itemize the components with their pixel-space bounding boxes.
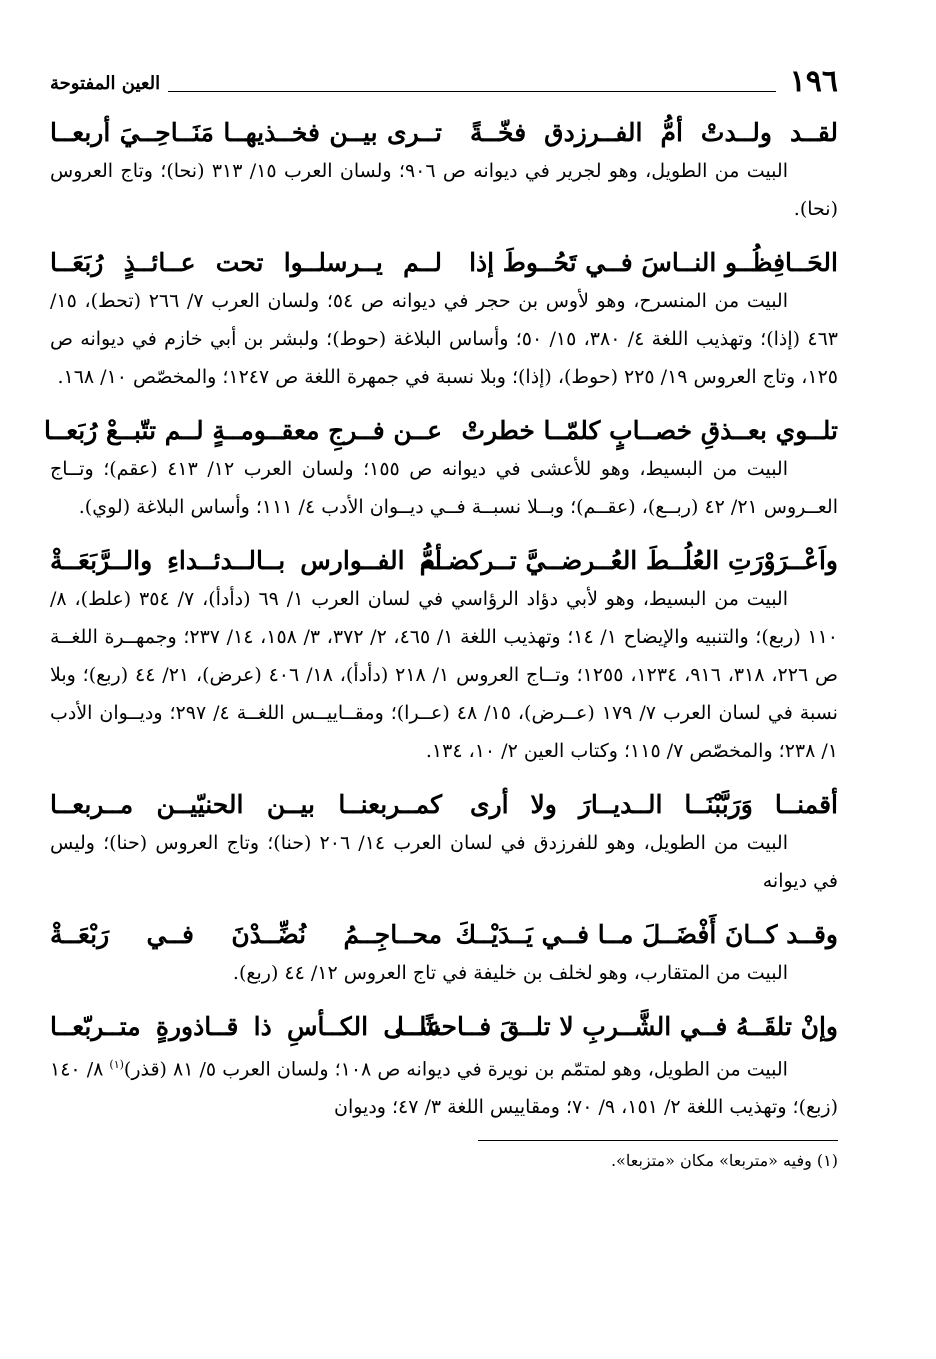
verse-second-hemistich: عــن فــرجِ معقــومــةٍ لــم تتّبــعْ رُبَعــا: [43, 416, 442, 445]
verse-line: [43, 414, 838, 448]
verse-first-hemistich: الحَــافِظُــو النــاسَ فــي تَحُــوطَ إذا: [469, 248, 838, 277]
verse-line: [50, 918, 838, 952]
verse-line: [50, 116, 838, 150]
verse-second-hemistich: كمــربعنــا بيــن الحنيّيــن مــربعــا: [50, 790, 442, 819]
verse-second-hemistich: علــى الكــأسِ ذا قــاذورةٍ متــربّعــا: [50, 1012, 442, 1041]
verse-second-hemistich: لــم يــرسلــوا تحت عــائــذٍ رُبَعَــا: [50, 248, 442, 277]
verse-note: البيت من المتقارب، وهو لخلف بن خليفة في تاج العروس ١٢/ ٤٤ (ربع).: [232, 962, 788, 984]
verse-note: البيت من الطويل، وهو لجرير في ديوانه ص ٩٠٦؛ ولسان العرب ١٥/ ٣١٣ (نحا)؛ وتاج العروس (نحا).: [50, 160, 838, 220]
verse-first-hemistich: أقمنــا وَرَبَّبْنَــا الــديــارَ ولا أرى: [470, 790, 838, 819]
page-header: [50, 62, 838, 98]
verse-second-hemistich: أمُّ الفــوارس بــالــدئــداءِ والــرَّبَعَــةْ: [50, 546, 442, 575]
verse-first-hemistich: تلــوي بعــذقِ خصــابٍ كلمّــا خطرتْ: [461, 416, 838, 445]
footnote-mark: (١): [109, 1058, 124, 1071]
verse-note: [50, 1046, 838, 1126]
verse-second-hemistich: تــرى بيــن فخــذيهــا مَنَــاحِــيَ أربعــا: [50, 118, 442, 147]
verse-note: البيت من المنسرح، وهو لأوس بن حجر في ديوانه ص ٥٤؛ ولسان العرب ٧/ ٢٦٦ (تحط)، ١٥/ ٤٦٣ (إذا)؛ وتهذيب اللغة ٤/ ٣٨٠، ١٥/ ٥٠؛ وأساس البلاغة (حوط)؛ ولبشر بن أبي خازم في ديوانه ص ١٢٥، وتاج العروس ١٩/ ٢٢٥ (حوط)، (إذا)؛ وبلا نسبة في جمهرة اللغة ص ١٢٤٧؛ والمخصّص ١٠/ ١٦٨.: [50, 290, 838, 388]
verse-line: [50, 544, 838, 578]
verse-line: [50, 1010, 838, 1044]
footnote-rule: [478, 1140, 838, 1141]
verse-first-hemistich: واَعْــرَوْرَتِ العُلُــطَ العُــرضــيَّ تــركضــه: [419, 546, 838, 575]
verse-note-text: البيت من الطويل، وهو لمتمّم بن نويرة في ديوانه ص ١٠٨؛ ولسان العرب ٥/ ٨١ (قذر): [123, 1058, 788, 1081]
verse-note: البيت من الطويل، وهو للفرزدق في لسان العرب ١٤/ ٢٠٦ (حنا)؛ وتاج العروس (حنا)؛ وليس في ديوانه: [50, 832, 838, 892]
page-number: ١٩٦: [789, 64, 838, 99]
header-rule: [168, 91, 776, 92]
verse-note: البيت من البسيط، وهو للأعشى في ديوانه ص ١٥٥؛ ولسان العرب ١٢/ ٤١٣ (عقم)؛ وتــاج العــروس ٢١/ ٤٢ (ربــع)، (عقــم)؛ وبــلا نسبــة فــي ديــوان الأدب ٤/ ١١١؛ وأساس البلاغة (لوي).: [50, 458, 838, 518]
verse-line: [50, 246, 838, 280]
verse-note-text: ٨/ ١٤٠ (زبع)؛ وتهذيب اللغة ٢/ ١٥١، ٩/ ٧٠؛ ومقاييس اللغة ٣/ ٤٧؛ وديوان: [50, 1058, 838, 1119]
running-title: العين المفتوحة: [50, 73, 161, 94]
verse-line: [50, 788, 838, 822]
verse-second-hemistich: محــاجِــمُ نُضِّــدْنَ فــي رَبْعَــةْ: [50, 920, 442, 949]
verse-first-hemistich: لقــد ولــدتْ أمُّ الفــرزدق فخّــةً: [470, 118, 838, 147]
book-page: [43, 62, 839, 1175]
footnote: (١) وفيه «متربعا» مكان «متزبعا».: [610, 1151, 838, 1171]
verse-note: البيت من البسيط، وهو لأبي دؤاد الرؤاسي في لسان العرب ١/ ٦٩ (دأدأ)، ٧/ ٣٥٤ (علط)، ٨/ ١١٠ (ربع)؛ والتنبيه والإيضاح ١/ ١٤؛ وتهذيب اللغة ١/ ٤٦٥، ٢/ ٣٧٢، ٣/ ١٥٨، ١٤/ ٢٣٧؛ وجمهــرة اللغــة ص ٢٢٦، ٣١٨، ٩١٦، ١٢٣٤، ١٢٥٥؛ وتــاج العروس ١/ ٢١٨ (دأدأ)، ١٨/ ٤٠٦ (عرض)، ٢١/ ٤٤ (ربع)؛ وبلا نسبة في لسان العرب ٧/ ١٧٩ (عــرض)، ١٥/ ٤٨ (عــرا)؛ ومقــاييــس اللغــة ٤/ ٢٩٧؛ وديــوان الأدب ١/ ٢٣٨؛ والمخصّص ٧/ ١١٥؛ وكتاب العين ٢/ ١٠، ١٣٤.: [50, 588, 839, 762]
verse-first-hemistich: وإنْ تلقَــهُ فــي الشَّــربِ لا تلــقَ فــاحشًــا: [396, 1012, 838, 1041]
verse-first-hemistich: وقــد كــانَ أَفْضَــلَ مــا فــي يَــدَيْــكَ: [455, 920, 838, 949]
